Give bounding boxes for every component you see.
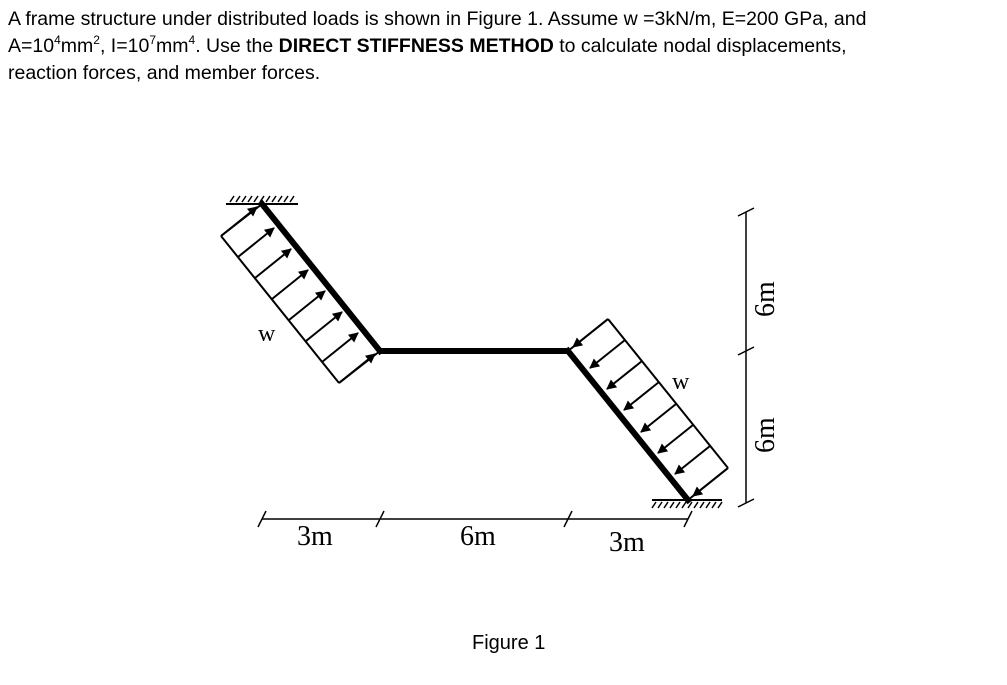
area-exponent: 4 [54, 32, 61, 47]
problem-line-3-text: reaction forces, and member forces. [8, 62, 321, 84]
area-unit-exponent: 2 [93, 32, 100, 47]
dimension-3m-left: 3m [297, 521, 333, 552]
inertia-exponent: 7 [149, 32, 156, 47]
left-distributed-load [221, 204, 380, 383]
vertical-dimension-line [738, 208, 754, 507]
inertia-unit-exponent: 4 [188, 32, 196, 47]
dimension-3m-right: 3m [609, 527, 645, 558]
inertia-unit: mm [156, 35, 189, 57]
figure-caption: Figure 1 [472, 632, 546, 654]
right-distributed-load [568, 319, 728, 500]
area-unit: mm [60, 35, 94, 57]
dimension-6m-lower: 6m [750, 417, 781, 453]
left-load-label: w [258, 321, 276, 347]
method-name: DIRECT STIFFNESS METHOD [278, 35, 554, 57]
instruction-text-2: to calculate nodal displacements, [553, 35, 847, 57]
dimension-6m-upper: 6m [750, 281, 781, 317]
area-label: A=10 [8, 35, 55, 57]
dimension-6m-middle: 6m [460, 521, 496, 552]
right-load-label: w [672, 369, 690, 395]
inertia-label: , I=10 [99, 35, 150, 57]
problem-line-1-text: A frame structure under distributed loads is shown in Figure 1. Assume w =3kN/m, E=200 GPa, and [8, 8, 867, 30]
instruction-text-1: . Use the [195, 35, 279, 57]
